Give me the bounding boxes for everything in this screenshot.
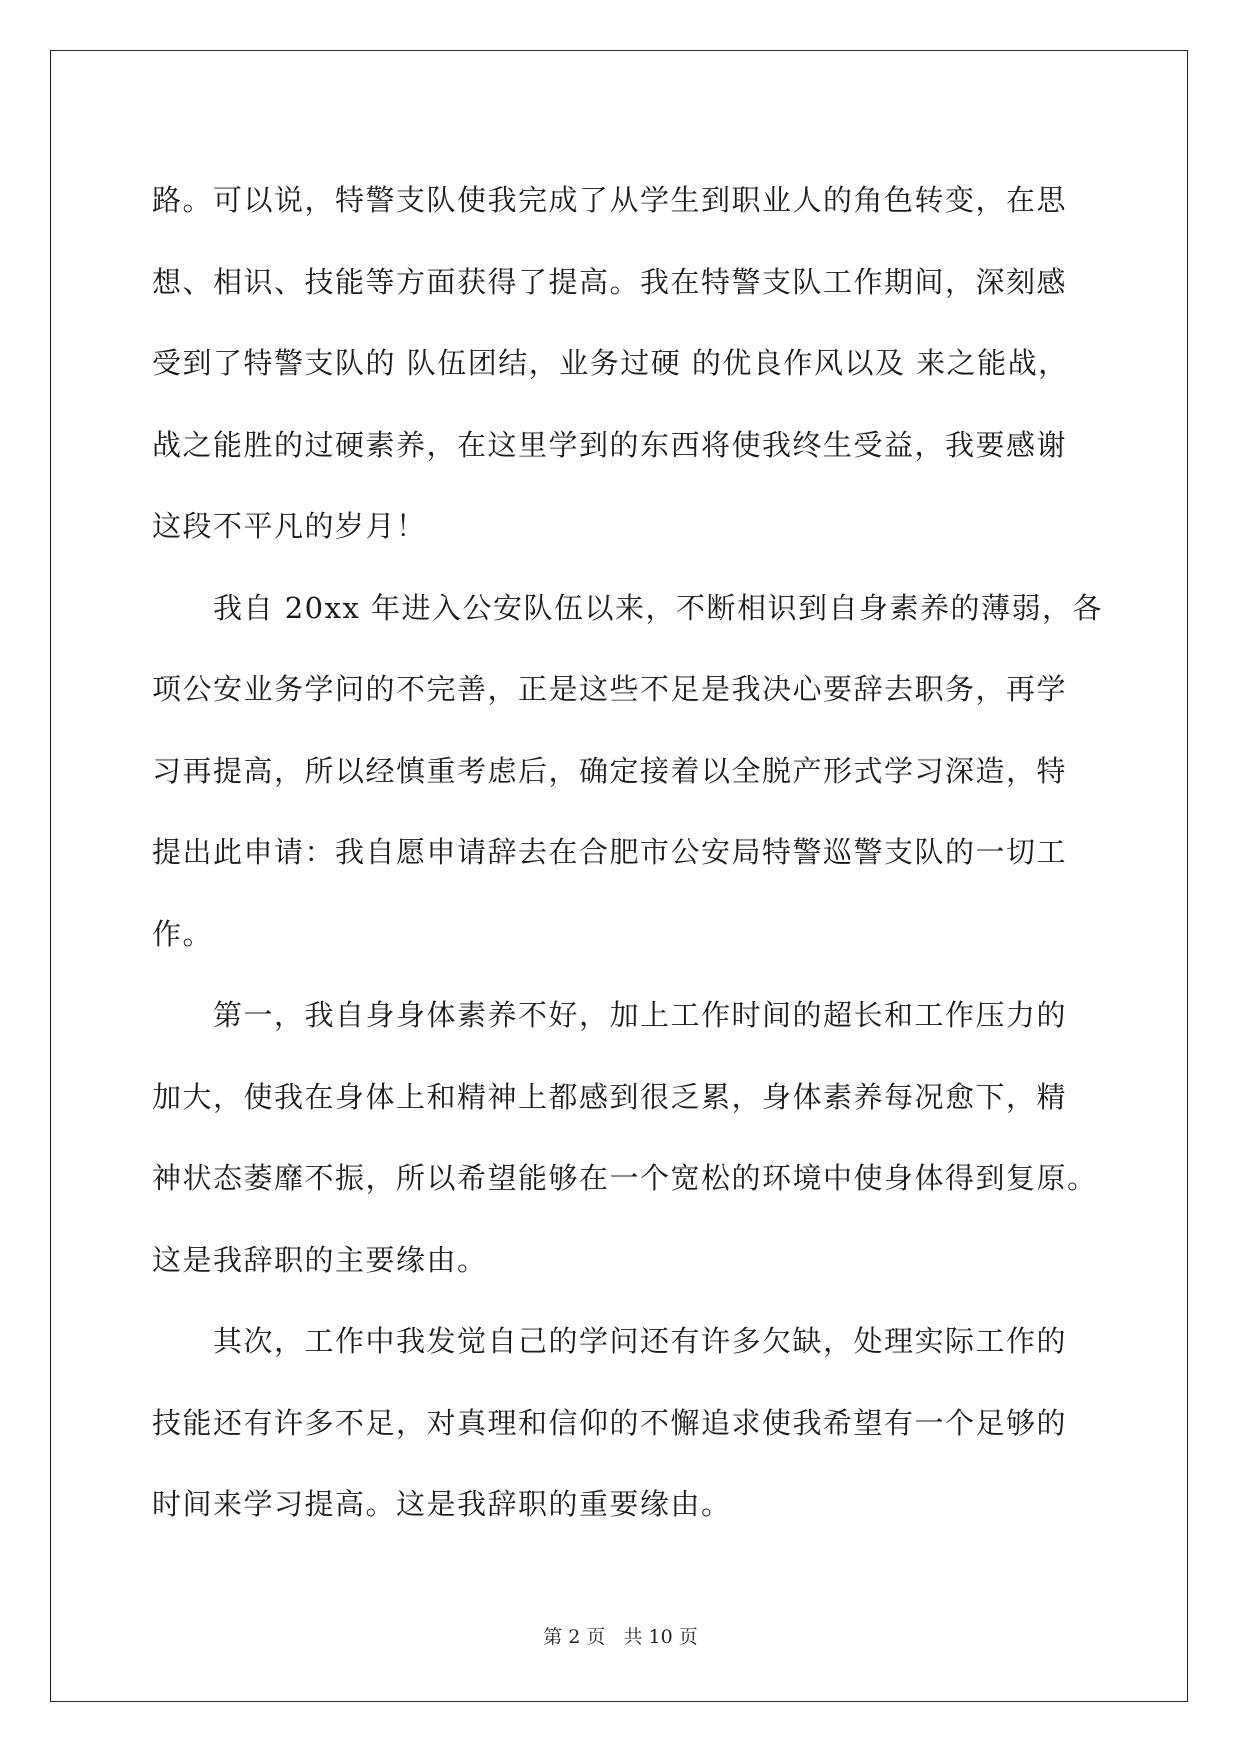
text-line: 想、相识、技能等方面获得了提高。我在特警支队工作期间，深刻感 bbox=[152, 264, 1068, 299]
text-line: 神状态萎靡不振，所以希望能够在一个宽松的环境中使身体得到复原。 bbox=[152, 1161, 1098, 1195]
text-line: 习再提高，所以经慎重考虑后，确定接着以全脱产形式学习深造，特 bbox=[152, 753, 1068, 788]
text-line: 这段不平凡的岁月！ bbox=[152, 509, 427, 543]
text-line: 加大，使我在身体上和精神上都感到很乏累，身体素养每况愈下，精 bbox=[152, 1079, 1068, 1114]
text-line: 这是我辞职的主要缘由。 bbox=[152, 1242, 488, 1277]
text-line: 提出此申请：我自愿申请辞去在合肥市公安局特警巡警支队的一切工 bbox=[152, 835, 1068, 869]
text-line: 路。可以说，特警支队使我完成了从学生到职业人的角色转变，在思 bbox=[152, 183, 1068, 217]
page-number: 第 2 页 bbox=[543, 1626, 606, 1648]
text-line: 项公安业务学问的不完善，正是这些不足是我决心要辞去职务，再学 bbox=[152, 672, 1068, 706]
total-pages: 共 10 页 bbox=[623, 1626, 698, 1648]
text-line: 技能还有许多不足，对真理和信仰的不懈追求使我希望有一个足够的 bbox=[152, 1405, 1068, 1440]
text-line: 战之能胜的过硬素养，在这里学到的东西将使我终生受益，我要感谢 bbox=[152, 427, 1068, 462]
text-line: 时间来学习提高。这是我辞职的重要缘由。 bbox=[152, 1487, 732, 1521]
page-footer bbox=[0, 1622, 1241, 1649]
text-line: 我自 20xx 年进入公安队伍以来，不断相识到自身素养的薄弱，各 bbox=[152, 590, 1104, 625]
text-line: 受到了特警支队的 队伍团结，业务过硬 的优良作风以及 来之能战， bbox=[152, 346, 1069, 380]
text-line: 其次，工作中我发觉自己的学问还有许多欠缺，处理实际工作的 bbox=[152, 1324, 1068, 1358]
text-line: 第一，我自身身体素养不好，加上工作时间的超长和工作压力的 bbox=[152, 998, 1068, 1032]
text-line: 作。 bbox=[152, 916, 214, 951]
document-body bbox=[152, 160, 1104, 1546]
